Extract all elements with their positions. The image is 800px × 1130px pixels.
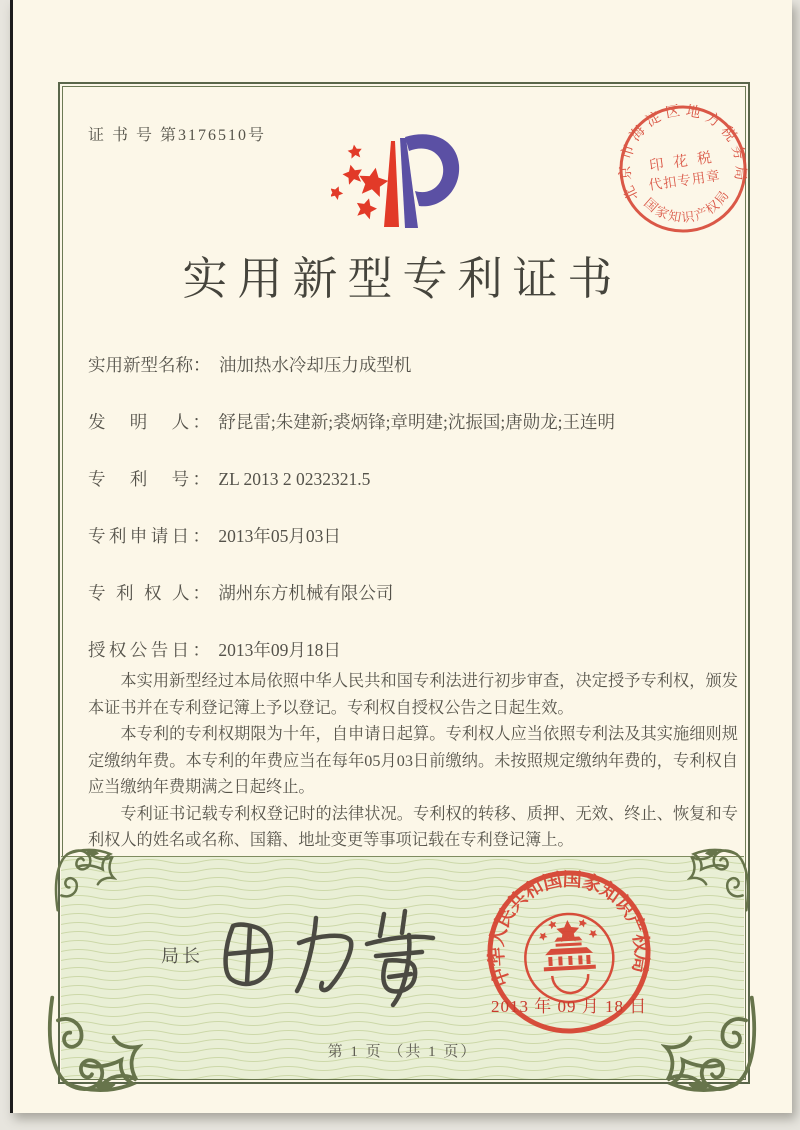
certificate-number: 证 书 号 第3176510号 — [88, 127, 267, 144]
field-label: 发 明 人： — [88, 412, 210, 432]
tax-stamp-center-line1: 印 花 税 — [648, 149, 716, 175]
tax-stamp-arc-bottom: 国家知识产权局 — [641, 188, 732, 226]
certificate-title: 实用新型专利证书 — [182, 254, 623, 304]
field-row-inventors — [88, 409, 615, 434]
director-signature — [203, 898, 438, 1010]
tax-stamp-arc-top: 北京市海淀区地方税务局 — [617, 103, 749, 203]
field-value: 湖州东方机械有限公司 — [218, 583, 394, 603]
field-value: 2013年09月18日 — [218, 640, 341, 660]
legal-paragraph-3: 专利证书记载专利权登记时的法律状况。专利权的转移、质押、无效、终止、恢复和专利权人的姓名或名称、国籍、地址变更等事项记载在专利登记簿上。 — [88, 804, 738, 849]
tax-stamp-center-line2: 代扣专用章 — [647, 167, 722, 193]
field-row-utility-name — [88, 352, 411, 377]
field-value: 油加热水冷却压力成型机 — [218, 355, 412, 375]
field-value: 2013年05月03日 — [218, 526, 341, 546]
field-row-filing-date — [88, 523, 341, 548]
cnipa-logo-icon — [331, 128, 501, 240]
corner-flourish-icon — [687, 846, 755, 914]
field-label: 专 利 权 人： — [88, 583, 210, 603]
field-row-grant-date — [88, 637, 341, 662]
field-row-patentee — [88, 580, 393, 605]
certificate-page — [10, 0, 792, 1113]
office-seal — [475, 858, 663, 1046]
field-value: ZL 2013 2 0232321.5 — [218, 469, 371, 489]
office-seal-arc-text: 中华人民共和国国家知识产权局 — [486, 869, 652, 989]
tax-stamp-seal — [608, 90, 758, 248]
national-emblem-icon — [523, 912, 615, 1004]
corner-flourish-icon — [49, 846, 117, 914]
field-label: 专利申请日： — [88, 526, 210, 546]
director-label: 局长 — [161, 946, 203, 966]
field-value: 舒昆雷;朱建新;裘炳锋;章明建;沈振国;唐勋龙;王连明 — [218, 412, 616, 432]
field-row-patent-number — [88, 466, 370, 491]
field-label: 实用新型名称： — [88, 355, 211, 375]
field-label: 专 利 号： — [88, 469, 210, 489]
legal-paragraph-2: 本专利的专利权期限为十年，自申请日起算。专利权人应当依照专利法及其实施细则规定缴纳年费。本专利的年费应当在每年05月03日前缴纳。未按照规定缴纳年费的，专利权自应当缴纳年费期满之日起终止。 — [88, 725, 738, 796]
page-number: 第 1 页 （共 1 页） — [327, 1044, 478, 1060]
seal-date: 2013 年 09 月 18 日 — [491, 997, 648, 1016]
field-label: 授权公告日： — [88, 640, 210, 660]
legal-paragraph-1: 本实用新型经过本局依照中华人民共和国专利法进行初步审查，决定授予专利权，颁发本证书并在专利登记簿上予以登记。专利权自授权公告之日起生效。 — [88, 672, 738, 717]
legal-text — [88, 668, 738, 854]
